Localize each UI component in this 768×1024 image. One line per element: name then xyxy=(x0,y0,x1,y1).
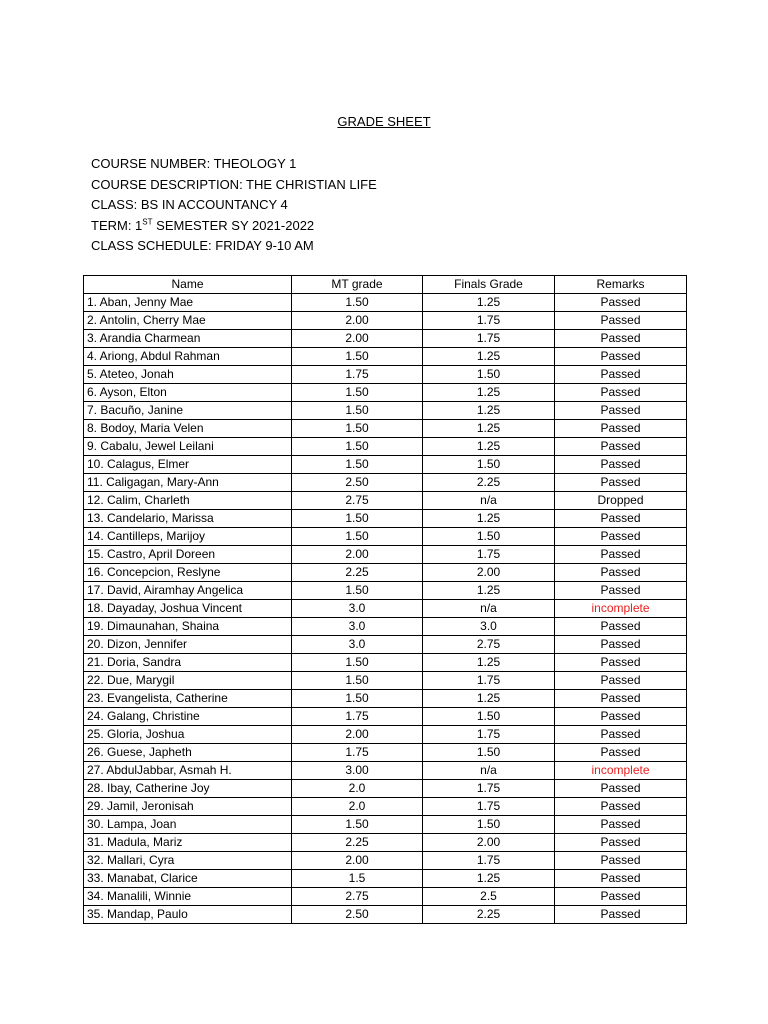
student-name-cell: 26. Guese, Japheth xyxy=(84,744,292,762)
remarks-cell: Passed xyxy=(555,780,687,798)
student-name-cell: 15. Castro, April Doreen xyxy=(84,546,292,564)
table-row xyxy=(84,618,687,636)
table-header-row xyxy=(84,276,687,294)
mt-grade-cell: 3.0 xyxy=(292,618,423,636)
finals-grade-cell: 1.75 xyxy=(423,726,555,744)
table-row xyxy=(84,402,687,420)
table-row xyxy=(84,690,687,708)
mt-grade-cell: 1.75 xyxy=(292,366,423,384)
header-finals-grade: Finals Grade xyxy=(423,276,555,294)
grade-table-body xyxy=(84,294,687,924)
mt-grade-cell: 2.75 xyxy=(292,492,423,510)
mt-grade-cell: 2.50 xyxy=(292,474,423,492)
student-name-cell: 29. Jamil, Jeronisah xyxy=(84,798,292,816)
remarks-cell: Passed xyxy=(555,294,687,312)
mt-grade-cell: 2.50 xyxy=(292,906,423,924)
table-row xyxy=(84,852,687,870)
class-value: BS IN ACCOUNTANCY 4 xyxy=(140,197,288,212)
finals-grade-cell: 1.50 xyxy=(423,744,555,762)
table-row xyxy=(84,366,687,384)
student-name-cell: 23. Evangelista, Catherine xyxy=(84,690,292,708)
mt-grade-cell: 2.00 xyxy=(292,546,423,564)
remarks-cell: Passed xyxy=(555,654,687,672)
remarks-cell: Passed xyxy=(555,366,687,384)
finals-grade-cell: 1.50 xyxy=(423,528,555,546)
finals-grade-cell: 1.25 xyxy=(423,348,555,366)
course-info xyxy=(91,154,377,257)
mt-grade-cell: 1.50 xyxy=(292,816,423,834)
finals-grade-cell: 3.0 xyxy=(423,618,555,636)
student-name-cell: 22. Due, Marygil xyxy=(84,672,292,690)
remarks-cell: Passed xyxy=(555,726,687,744)
finals-grade-cell: 1.25 xyxy=(423,420,555,438)
remarks-cell: Passed xyxy=(555,546,687,564)
mt-grade-cell: 2.25 xyxy=(292,564,423,582)
student-name-cell: 10. Calagus, Elmer xyxy=(84,456,292,474)
remarks-cell: Passed xyxy=(555,906,687,924)
student-name-cell: 34. Manalili, Winnie xyxy=(84,888,292,906)
remarks-cell: Passed xyxy=(555,870,687,888)
mt-grade-cell: 1.50 xyxy=(292,582,423,600)
student-name-cell: 17. David, Airamhay Angelica xyxy=(84,582,292,600)
table-row xyxy=(84,564,687,582)
mt-grade-cell: 3.0 xyxy=(292,636,423,654)
mt-grade-cell: 1.50 xyxy=(292,384,423,402)
course-description-line: COURSE DESCRIPTION: THE CHRISTIAN LIFE xyxy=(91,176,377,192)
finals-grade-cell: n/a xyxy=(423,762,555,780)
table-row xyxy=(84,456,687,474)
remarks-cell: Passed xyxy=(555,348,687,366)
finals-grade-cell: 1.75 xyxy=(423,852,555,870)
remarks-cell: Passed xyxy=(555,582,687,600)
mt-grade-cell: 1.50 xyxy=(292,420,423,438)
student-name-cell: 32. Mallari, Cyra xyxy=(84,852,292,870)
student-name-cell: 13. Candelario, Marissa xyxy=(84,510,292,528)
mt-grade-cell: 1.50 xyxy=(292,510,423,528)
remarks-cell: Passed xyxy=(555,708,687,726)
table-row xyxy=(84,582,687,600)
student-name-cell: 33. Manabat, Clarice xyxy=(84,870,292,888)
mt-grade-cell: 1.75 xyxy=(292,744,423,762)
remarks-cell: Passed xyxy=(555,672,687,690)
mt-grade-cell: 1.50 xyxy=(292,438,423,456)
remarks-cell: Passed xyxy=(555,690,687,708)
remarks-cell: Passed xyxy=(555,438,687,456)
student-name-cell: 5. Ateteo, Jonah xyxy=(84,366,292,384)
finals-grade-cell: 1.75 xyxy=(423,672,555,690)
mt-grade-cell: 1.75 xyxy=(292,708,423,726)
finals-grade-cell: 2.75 xyxy=(423,636,555,654)
mt-grade-cell: 2.0 xyxy=(292,780,423,798)
finals-grade-cell: 1.25 xyxy=(423,402,555,420)
remarks-cell: Dropped xyxy=(555,492,687,510)
student-name-cell: 27. AbdulJabbar, Asmah H. xyxy=(84,762,292,780)
finals-grade-cell: 1.75 xyxy=(423,780,555,798)
student-name-cell: 25. Gloria, Joshua xyxy=(84,726,292,744)
finals-grade-cell: 1.25 xyxy=(423,384,555,402)
finals-grade-cell: 1.75 xyxy=(423,546,555,564)
remarks-cell: Passed xyxy=(555,816,687,834)
table-row xyxy=(84,654,687,672)
remarks-cell: Passed xyxy=(555,798,687,816)
student-name-cell: 2. Antolin, Cherry Mae xyxy=(84,312,292,330)
finals-grade-cell: 2.00 xyxy=(423,834,555,852)
remarks-cell: Passed xyxy=(555,474,687,492)
remarks-cell: Passed xyxy=(555,528,687,546)
remarks-cell: Passed xyxy=(555,312,687,330)
table-row xyxy=(84,834,687,852)
finals-grade-cell: 1.25 xyxy=(423,582,555,600)
student-name-cell: 11. Caligagan, Mary-Ann xyxy=(84,474,292,492)
finals-grade-cell: 1.25 xyxy=(423,438,555,456)
remarks-cell: incomplete xyxy=(555,600,687,618)
mt-grade-cell: 1.5 xyxy=(292,870,423,888)
student-name-cell: 18. Dayaday, Joshua Vincent xyxy=(84,600,292,618)
remarks-cell: Passed xyxy=(555,888,687,906)
table-row xyxy=(84,348,687,366)
table-row xyxy=(84,294,687,312)
student-name-cell: 21. Doria, Sandra xyxy=(84,654,292,672)
finals-grade-cell: n/a xyxy=(423,600,555,618)
mt-grade-cell: 2.00 xyxy=(292,726,423,744)
finals-grade-cell: 1.25 xyxy=(423,510,555,528)
student-name-cell: 3. Arandia Charmean xyxy=(84,330,292,348)
remarks-cell: Passed xyxy=(555,510,687,528)
course-number-line xyxy=(91,154,377,175)
finals-grade-cell: 2.25 xyxy=(423,906,555,924)
table-row xyxy=(84,492,687,510)
finals-grade-cell: 1.50 xyxy=(423,708,555,726)
table-row xyxy=(84,636,687,654)
table-row xyxy=(84,528,687,546)
table-row xyxy=(84,438,687,456)
mt-grade-cell: 1.50 xyxy=(292,402,423,420)
table-row xyxy=(84,330,687,348)
student-name-cell: 31. Madula, Mariz xyxy=(84,834,292,852)
class-label: CLASS: xyxy=(91,197,141,212)
finals-grade-cell: 1.50 xyxy=(423,366,555,384)
finals-grade-cell: 1.75 xyxy=(423,312,555,330)
course-number-value: THEOLOGY 1 xyxy=(213,156,297,171)
class-line xyxy=(91,195,377,216)
table-row xyxy=(84,906,687,924)
remarks-cell: Passed xyxy=(555,636,687,654)
mt-grade-cell: 2.00 xyxy=(292,312,423,330)
table-row xyxy=(84,600,687,618)
mt-grade-cell: 1.50 xyxy=(292,654,423,672)
mt-grade-cell: 2.00 xyxy=(292,852,423,870)
student-name-cell: 14. Cantilleps, Marijoy xyxy=(84,528,292,546)
mt-grade-cell: 2.00 xyxy=(292,330,423,348)
remarks-cell: Passed xyxy=(555,330,687,348)
mt-grade-cell: 1.50 xyxy=(292,528,423,546)
table-row xyxy=(84,798,687,816)
remarks-cell: Passed xyxy=(555,618,687,636)
student-name-cell: 19. Dimaunahan, Shaina xyxy=(84,618,292,636)
remarks-cell: Passed xyxy=(555,420,687,438)
table-row xyxy=(84,870,687,888)
table-row xyxy=(84,744,687,762)
mt-grade-cell: 3.0 xyxy=(292,600,423,618)
remarks-cell: Passed xyxy=(555,564,687,582)
table-row xyxy=(84,546,687,564)
table-row xyxy=(84,708,687,726)
mt-grade-cell: 1.50 xyxy=(292,672,423,690)
table-row xyxy=(84,672,687,690)
header-mt-grade: MT grade xyxy=(292,276,423,294)
finals-grade-cell: 2.25 xyxy=(423,474,555,492)
table-row xyxy=(84,312,687,330)
student-name-cell: 1. Aban, Jenny Mae xyxy=(84,294,292,312)
finals-grade-cell: 1.75 xyxy=(423,798,555,816)
table-row xyxy=(84,510,687,528)
student-name-cell: 30. Lampa, Joan xyxy=(84,816,292,834)
mt-grade-cell: 1.50 xyxy=(292,690,423,708)
table-row xyxy=(84,816,687,834)
term-superscript: ST xyxy=(142,217,153,227)
student-name-cell: 16. Concepcion, Reslyne xyxy=(84,564,292,582)
student-name-cell: 4. Ariong, Abdul Rahman xyxy=(84,348,292,366)
header-remarks: Remarks xyxy=(555,276,687,294)
finals-grade-cell: 1.25 xyxy=(423,870,555,888)
student-name-cell: 12. Calim, Charleth xyxy=(84,492,292,510)
term-prefix: TERM: 1 xyxy=(91,217,143,233)
finals-grade-cell: 2.00 xyxy=(423,564,555,582)
grade-table xyxy=(83,275,687,924)
remarks-cell: Passed xyxy=(555,744,687,762)
student-name-cell: 6. Ayson, Elton xyxy=(84,384,292,402)
table-row xyxy=(84,726,687,744)
remarks-cell: incomplete xyxy=(555,762,687,780)
finals-grade-cell: 2.5 xyxy=(423,888,555,906)
remarks-cell: Passed xyxy=(555,852,687,870)
finals-grade-cell: 1.25 xyxy=(423,654,555,672)
student-name-cell: 24. Galang, Christine xyxy=(84,708,292,726)
student-name-cell: 28. Ibay, Catherine Joy xyxy=(84,780,292,798)
term-suffix: SEMESTER SY 2021-2022 xyxy=(152,217,315,233)
table-row xyxy=(84,762,687,780)
table-row xyxy=(84,780,687,798)
mt-grade-cell: 1.50 xyxy=(292,348,423,366)
header-name: Name xyxy=(84,276,292,294)
page-title: GRADE SHEET xyxy=(337,114,431,129)
mt-grade-cell: 2.0 xyxy=(292,798,423,816)
course-number-label: COURSE NUMBER: xyxy=(91,156,214,171)
table-row xyxy=(84,384,687,402)
remarks-cell: Passed xyxy=(555,834,687,852)
table-row xyxy=(84,420,687,438)
student-name-cell: 20. Dizon, Jennifer xyxy=(84,636,292,654)
mt-grade-cell: 3.00 xyxy=(292,762,423,780)
student-name-cell: 8. Bodoy, Maria Velen xyxy=(84,420,292,438)
class-schedule-line: CLASS SCHEDULE: FRIDAY 9-10 AM xyxy=(91,238,314,253)
student-name-cell: 7. Bacuño, Janine xyxy=(84,402,292,420)
mt-grade-cell: 2.25 xyxy=(292,834,423,852)
remarks-cell: Passed xyxy=(555,456,687,474)
table-row xyxy=(84,474,687,492)
finals-grade-cell: n/a xyxy=(423,492,555,510)
student-name-cell: 35. Mandap, Paulo xyxy=(84,906,292,924)
finals-grade-cell: 1.50 xyxy=(423,816,555,834)
finals-grade-cell: 1.50 xyxy=(423,456,555,474)
student-name-cell: 9. Cabalu, Jewel Leilani xyxy=(84,438,292,456)
table-row xyxy=(84,888,687,906)
finals-grade-cell: 1.25 xyxy=(423,690,555,708)
term-line xyxy=(91,216,377,237)
remarks-cell: Passed xyxy=(555,402,687,420)
finals-grade-cell: 1.25 xyxy=(423,294,555,312)
mt-grade-cell: 1.50 xyxy=(292,294,423,312)
remarks-cell: Passed xyxy=(555,384,687,402)
mt-grade-cell: 2.75 xyxy=(292,888,423,906)
finals-grade-cell: 1.75 xyxy=(423,330,555,348)
mt-grade-cell: 1.50 xyxy=(292,456,423,474)
